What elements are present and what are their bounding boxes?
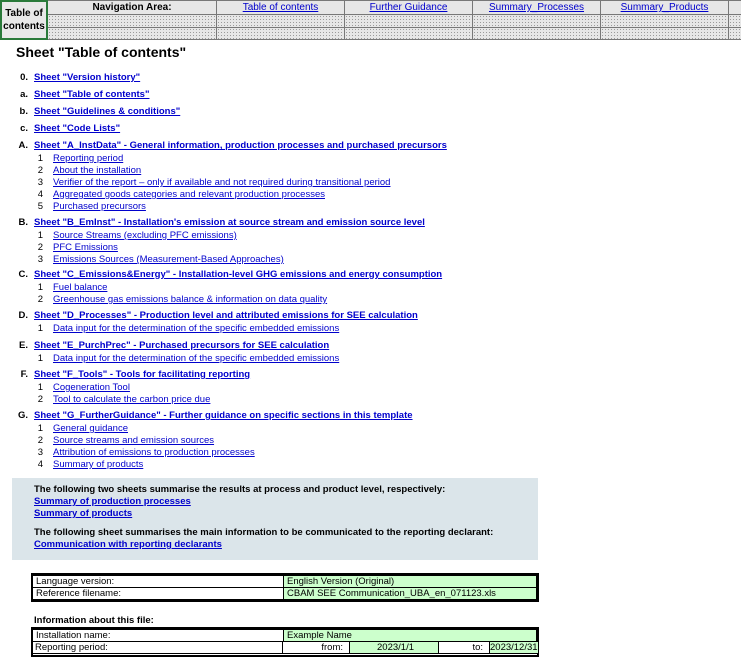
toc-subitem-number: 1 [37, 230, 43, 241]
toc-subitem-link[interactable]: About the installation [53, 165, 142, 176]
period-from-value[interactable]: 2023/1/1 [349, 642, 439, 654]
toc-subitem-number: 4 [37, 189, 43, 200]
nav-cell [345, 15, 473, 28]
toc-subitem-number: 2 [37, 294, 43, 305]
table-row [33, 630, 537, 642]
installation-value[interactable]: Example Name [284, 630, 537, 642]
link-summary-products[interactable]: Summary of products [34, 508, 133, 519]
nav-empty-cell [729, 0, 741, 15]
summary-intro-2: The following sheet summarises the main information to be communicated to the reporting declarant: [34, 527, 494, 538]
toc-item-link[interactable]: Sheet "F_Tools" - Tools for facilitating reporting [34, 369, 251, 380]
toc-subitem-link[interactable]: Attribution of emissions to production processes [53, 447, 255, 458]
toc-item-key: F. [20, 369, 28, 380]
period-to-label: to: [439, 642, 489, 654]
summary-box [12, 478, 538, 560]
toc-subitem-number: 1 [37, 153, 43, 164]
link-communication[interactable]: Communication with reporting declarants [34, 539, 222, 550]
toc-subitem-number: 1 [37, 282, 43, 293]
toc-item-key: C. [18, 269, 28, 280]
toc-subitem-number: 4 [37, 459, 43, 470]
toc-subitem-link[interactable]: Data input for the determination of the specific embedded emissions [53, 323, 340, 334]
toc-item-link[interactable]: Sheet "C_Emissions&Energy" - Installation-level GHG emissions and energy consumption [34, 269, 443, 280]
toc-item-key: E. [19, 340, 28, 351]
toc-subitem-number: 2 [37, 165, 43, 176]
navigation-area [48, 0, 741, 40]
link-summary-processes[interactable]: Summary of production processes [34, 496, 191, 507]
nav-cell [601, 28, 729, 40]
toc-subitem-link[interactable]: Aggregated goods categories and relevant production processes [53, 189, 325, 200]
toc-subitem-link[interactable]: Reporting period [53, 153, 124, 164]
period-label: Reporting period: [32, 642, 283, 654]
toc-item-key: b. [19, 106, 28, 117]
toc-subitem-number: 3 [37, 254, 43, 265]
toc-subitem-link[interactable]: Source Streams (excluding PFC emissions) [53, 230, 237, 241]
nav-cell [217, 15, 345, 28]
toc-subitem-number: 1 [37, 423, 43, 434]
installation-label: Installation name: [33, 630, 284, 642]
toc-item-link[interactable]: Sheet "Table of contents" [34, 89, 150, 100]
toc-subitem-link[interactable]: Fuel balance [53, 282, 108, 293]
nav-cell [345, 28, 473, 40]
toc-item-link[interactable]: Sheet "Guidelines & conditions" [34, 106, 181, 117]
toc-item-key: A. [18, 140, 28, 151]
toc-subitem-number: 1 [37, 323, 43, 334]
toc-subitem-number: 1 [37, 382, 43, 393]
toc-subitem-link[interactable]: Tool to calculate the carbon price due [53, 394, 211, 405]
toc-subitem-number: 5 [37, 201, 43, 212]
nav-link-summary-products[interactable]: Summary_Products [601, 0, 729, 15]
toc-subitem-link[interactable]: Cogeneration Tool [53, 382, 130, 393]
page-title: Sheet "Table of contents" [16, 44, 187, 60]
toc-subitem-link[interactable]: Source streams and emission sources [53, 435, 215, 446]
toc-item-key: 0. [20, 72, 28, 83]
toc-item-link[interactable]: Sheet "E_PurchPrec" - Purchased precursors for SEE calculation [34, 340, 330, 351]
toc-item-key: c. [20, 123, 28, 134]
toc-item-key: G. [17, 410, 28, 421]
toc-subitem-link[interactable]: PFC Emissions [53, 242, 118, 253]
nav-corner-line2: contents [3, 21, 45, 32]
nav-cell [729, 28, 741, 40]
toc-item-key: B. [18, 217, 28, 228]
language-value[interactable]: English Version (Original) [284, 576, 537, 588]
filename-label: Reference filename: [33, 588, 284, 600]
nav-cell [217, 28, 345, 40]
toc-item-link[interactable]: Sheet "A_InstData" - General information, production processes and purchased precursors [34, 140, 447, 151]
toc-item-key: D. [18, 310, 28, 321]
period-to-value[interactable]: 2023/12/31 [490, 642, 538, 653]
nav-link-table-of-contents[interactable]: Table of contents [217, 0, 345, 15]
nav-cell [473, 15, 601, 28]
table-row [33, 576, 537, 588]
toc-subitem-link[interactable]: Greenhouse gas emissions balance & information on data quality [53, 294, 328, 305]
meta-table [32, 575, 537, 600]
toc-item-key: a. [20, 89, 28, 100]
nav-link-summary-processes[interactable]: Summary_Processes [473, 0, 601, 15]
nav-cell [729, 15, 741, 28]
toc-item-link[interactable]: Sheet "D_Processes" - Production level and attributed emissions for SEE calculation [34, 310, 418, 321]
nav-cell [601, 15, 729, 28]
nav-label: Navigation Area: [48, 0, 217, 15]
nav-link-further-guidance[interactable]: Further Guidance [345, 0, 473, 15]
file-info-heading: Information about this file: [34, 615, 154, 626]
toc-subitem-number: 2 [37, 242, 43, 253]
toc-subitem-link[interactable]: Summary of products [53, 459, 144, 470]
toc-subitem-link[interactable]: Emissions Sources (Measurement-Based Approaches) [53, 254, 284, 265]
toc-item-link[interactable]: Sheet "Version history" [34, 72, 141, 83]
toc-subitem-link[interactable]: Purchased precursors [53, 201, 146, 212]
toc-item-link[interactable]: Sheet "B_EmInst" - Installation's emission at source stream and emission source level [34, 217, 425, 228]
filename-value[interactable]: CBAM SEE Communication_UBA_en_071123.xls [284, 588, 537, 600]
toc-subitem-number: 2 [37, 435, 43, 446]
toc-subitem-link[interactable]: Verifier of the report – only if available and not required during transitional period [53, 177, 391, 188]
toc-subitem-number: 3 [37, 447, 43, 458]
toc-subitem-link[interactable]: General guidance [53, 423, 128, 434]
period-from-label: from: [283, 642, 349, 654]
toc-item-link[interactable]: Sheet "Code Lists" [34, 123, 121, 134]
nav-cell [473, 28, 601, 40]
nav-corner-table-of-contents[interactable] [0, 0, 48, 40]
toc-item-link[interactable]: Sheet "G_FurtherGuidance" - Further guidance on specific sections in this template [34, 410, 413, 421]
nav-cell [48, 15, 217, 28]
table-row [33, 588, 537, 600]
toc-subitem-link[interactable]: Data input for the determination of the specific embedded emissions [53, 353, 340, 364]
reporting-period-row [32, 642, 538, 654]
toc-subitem-number: 2 [37, 394, 43, 405]
nav-corner-line1: Table of [5, 8, 43, 19]
file-info-table [32, 629, 537, 642]
toc-subitem-number: 1 [37, 353, 43, 364]
nav-cell [48, 28, 217, 40]
toc-subitem-number: 3 [37, 177, 43, 188]
language-label: Language version: [33, 576, 284, 588]
summary-intro: The following two sheets summarise the results at process and product level, respectively: [34, 484, 446, 495]
